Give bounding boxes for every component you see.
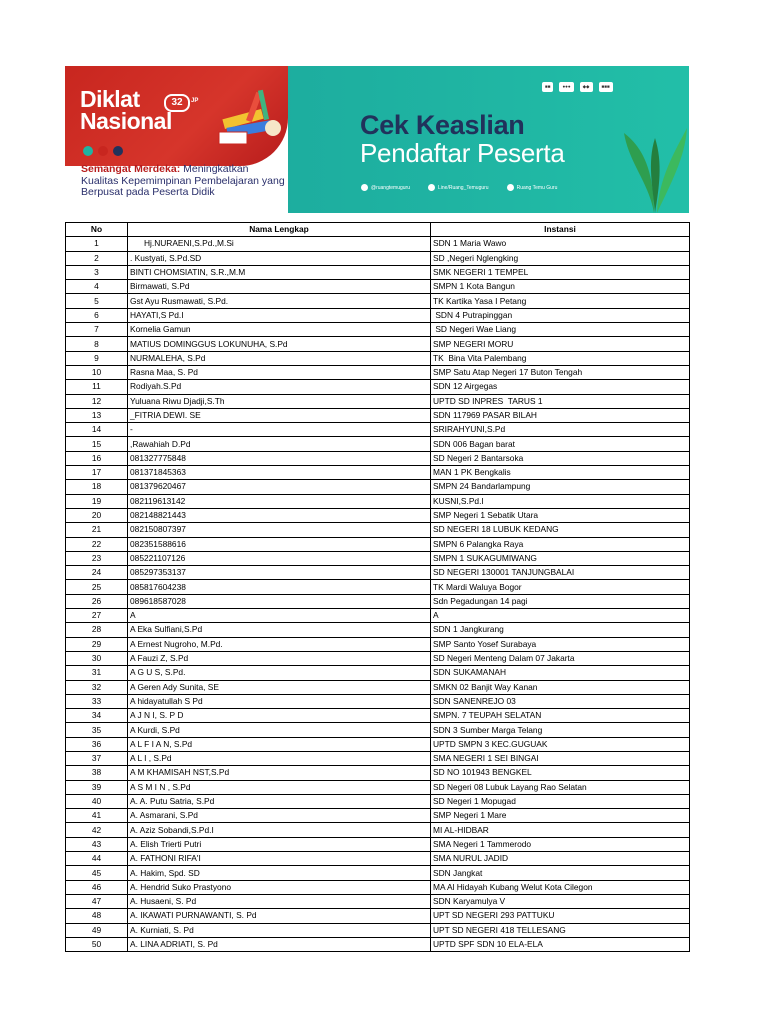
cell-no: 23 [66,551,128,565]
table-row [66,894,690,908]
cell-instansi: MI AL-HIDBAR [431,823,690,837]
cell-instansi: SDN 4 Putrapinggan [431,308,690,322]
cell-nama: A Kurdi, S.Pd [128,723,431,737]
cell-no: 43 [66,837,128,851]
cell-nama: Kornelia Gamun [128,323,431,337]
table-row [66,923,690,937]
table-row [66,523,690,537]
cell-no: 39 [66,780,128,794]
table-row [66,766,690,780]
social-youtube [507,184,558,191]
table-row [66,394,690,408]
table-row [66,623,690,637]
jp-label: JP [191,98,199,104]
cell-nama: Rasna Maa, S. Pd [128,365,431,379]
jp-badge: 32 [164,94,190,112]
cell-instansi: SD Negeri 2 Bantarsoka [431,451,690,465]
cell-instansi: UPTD SPF SDN 10 ELA-ELA [431,937,690,951]
cell-nama: Birmawati, S.Pd [128,280,431,294]
cell-instansi: SDN 3 Sumber Marga Telang [431,723,690,737]
cell-nama: A [128,609,431,623]
cell-nama: 089618587028 [128,594,431,608]
table-row [66,751,690,765]
cell-nama: A. Aziz Sobandi,S.Pd.I [128,823,431,837]
cell-no: 29 [66,637,128,651]
table-row [66,466,690,480]
table-row [66,537,690,551]
table-row [66,494,690,508]
cell-no: 35 [66,723,128,737]
cell-instansi: SD NO 101943 BENGKEL [431,766,690,780]
cell-instansi: UPT SD NEGERI 293 PATTUKU [431,909,690,923]
cell-no: 50 [66,937,128,951]
cell-nama: A Geren Ady Sunita, SE [128,680,431,694]
dot-navy [113,146,123,156]
cell-nama: A. Asmarani, S.Pd [128,809,431,823]
cell-instansi: SMP Santo Yosef Surabaya [431,637,690,651]
plant-illustration-icon [619,103,689,213]
cell-instansi: TK Kartika Yasa I Petang [431,294,690,308]
header-nama: Nama Lengkap [128,223,431,237]
cell-instansi: SMPN 1 SUKAGUMIWANG [431,551,690,565]
cell-no: 16 [66,451,128,465]
page-title-line1: Cek Keaslian [360,110,525,140]
cell-no: 49 [66,923,128,937]
table-row [66,609,690,623]
table-row [66,337,690,351]
diklat-title-line1: Diklat [80,86,140,112]
cell-nama: 081379620467 [128,480,431,494]
cell-no: 32 [66,680,128,694]
cell-nama: Yuluana Riwu Djadji,S.Th [128,394,431,408]
cell-instansi: TK Bina Vita Palembang [431,351,690,365]
cell-no: 1 [66,237,128,251]
cell-no: 27 [66,609,128,623]
cell-no: 18 [66,480,128,494]
logo-1: ■■ [542,82,553,92]
logo-3: ◆◆ [580,82,593,92]
cell-instansi: UPT SD NEGERI 418 TELLESANG [431,923,690,937]
table-row [66,651,690,665]
cell-instansi: SD ,Negeri Nglengking [431,251,690,265]
cell-nama: A. Husaeni, S. Pd [128,894,431,908]
table-row [66,380,690,394]
cell-instansi: SDN 1 Maria Wawo [431,237,690,251]
cell-no: 3 [66,265,128,279]
cell-no: 34 [66,709,128,723]
cell-instansi: SDN Jangkat [431,866,690,880]
cell-nama: A Fauzi Z, S.Pd [128,651,431,665]
cell-no: 37 [66,751,128,765]
cell-nama: ,Rawahiah D.Pd [128,437,431,451]
cell-nama: A hidayatullah S Pd [128,694,431,708]
cell-nama: Rodiyah.S.Pd [128,380,431,394]
cell-no: 42 [66,823,128,837]
cell-no: 6 [66,308,128,322]
cell-no: 45 [66,866,128,880]
tagline-bold: Semangat Merdeka: [81,163,181,175]
table-row [66,594,690,608]
table-row [66,365,690,379]
cell-nama: Gst Ayu Rusmawati, S.Pd. [128,294,431,308]
cell-no: 30 [66,651,128,665]
table-row [66,294,690,308]
diklat-title-line2: Nasional [80,108,172,134]
cell-no: 15 [66,437,128,451]
cell-no: 26 [66,594,128,608]
table-row [66,637,690,651]
cell-instansi: SD Negeri Wae Liang [431,323,690,337]
cell-instansi: SDN 006 Bagan barat [431,437,690,451]
cell-instansi: KUSNI,S.Pd.I [431,494,690,508]
table-row [66,251,690,265]
cell-nama: A S M I N , S.Pd [128,780,431,794]
dot-red [98,146,108,156]
cell-no: 7 [66,323,128,337]
cell-no: 24 [66,566,128,580]
social-line-label: Line/Ruang_Temuguru [438,184,489,191]
table-row [66,780,690,794]
table-row [66,666,690,680]
cell-nama: 085817604238 [128,580,431,594]
tagline [81,164,285,199]
logo-4: ■■■ [599,82,613,92]
cell-no: 47 [66,894,128,908]
cell-instansi: SD Negeri Menteng Dalam 07 Jakarta [431,651,690,665]
table-row [66,909,690,923]
cell-no: 11 [66,380,128,394]
decorative-dots [83,146,123,156]
cell-nama: Hj.NURAENI,S.Pd.,M.Si [128,237,431,251]
table-row [66,566,690,580]
cell-no: 19 [66,494,128,508]
line-icon [428,184,435,191]
cell-instansi: SDN SUKAMANAH [431,666,690,680]
cell-instansi: SDN Karyamulya V [431,894,690,908]
table-row [66,437,690,451]
cell-no: 9 [66,351,128,365]
cell-instansi: SD NEGERI 18 LUBUK KEDANG [431,523,690,537]
table-row [66,508,690,522]
cell-no: 31 [66,666,128,680]
participants-table [65,222,690,952]
youtube-icon [507,184,514,191]
cell-no: 22 [66,537,128,551]
dot-teal [83,146,93,156]
cell-instansi: SDN 1 Jangkurang [431,623,690,637]
cell-nama: . Kustyati, S.Pd.SD [128,251,431,265]
instagram-icon [361,184,368,191]
cell-instansi: SMPN 1 Kota Bangun [431,280,690,294]
cell-nama: A J N I, S. P D [128,709,431,723]
cell-instansi: SMK NEGERI 1 TEMPEL [431,265,690,279]
cell-nama: 082150807397 [128,523,431,537]
cell-no: 14 [66,423,128,437]
table-row [66,351,690,365]
header-no: No [66,223,128,237]
cell-nama: A. Kurniati, S. Pd [128,923,431,937]
table-body [66,237,690,952]
cell-instansi: MAN 1 PK Bengkalis [431,466,690,480]
table-row [66,237,690,251]
cell-nama: - [128,423,431,437]
table-row [66,823,690,837]
cell-no: 13 [66,408,128,422]
cell-nama: A L F I A N, S.Pd [128,737,431,751]
cell-no: 28 [66,623,128,637]
cell-nama: 082148821443 [128,508,431,522]
table-row [66,880,690,894]
header-instansi: Instansi [431,223,690,237]
table-row [66,866,690,880]
cell-no: 20 [66,508,128,522]
cell-instansi: SRIRAHYUNI,S.Pd [431,423,690,437]
cell-no: 21 [66,523,128,537]
cell-nama: A. Elish Trierti Putri [128,837,431,851]
cell-nama: 081371845363 [128,466,431,480]
cell-nama: A. LINA ADRIATI, S. Pd [128,937,431,951]
page-title-line2: Pendaftar Peserta [360,138,565,168]
cell-instansi: SDN 117969 PASAR BILAH [431,408,690,422]
cell-no: 33 [66,694,128,708]
table-row [66,280,690,294]
cell-nama: A Eka Sulfiani,S.Pd [128,623,431,637]
cell-nama: 082351588616 [128,537,431,551]
cell-instansi: SMP Negeri 1 Sebatik Utara [431,508,690,522]
cell-nama: A L I , S.Pd [128,751,431,765]
table-row [66,937,690,951]
cell-instansi: SMKN 02 Banjit Way Kanan [431,680,690,694]
cell-instansi: SD Negeri 1 Mopugad [431,794,690,808]
table-row [66,580,690,594]
cell-instansi: MA Al Hidayah Kubang Welut Kota Cilegon [431,880,690,894]
cell-nama: A. FATHONI RIFA'I [128,852,431,866]
table-row [66,551,690,565]
cell-instansi: SDN 12 Airgegas [431,380,690,394]
cell-no: 36 [66,737,128,751]
cell-no: 5 [66,294,128,308]
cell-no: 8 [66,337,128,351]
cell-nama: NURMALEHA, S.Pd [128,351,431,365]
cell-instansi: SMPN 6 Palangka Raya [431,537,690,551]
cell-no: 40 [66,794,128,808]
cell-nama: A. Hendrid Suko Prastyono [128,880,431,894]
cell-no: 46 [66,880,128,894]
header-banner [65,66,689,213]
table-row [66,723,690,737]
cell-no: 12 [66,394,128,408]
table-row [66,709,690,723]
diklat-title [80,88,172,132]
cell-nama: A. A. Putu Satria, S.Pd [128,794,431,808]
social-youtube-label: Ruang Temu Guru [516,184,558,191]
cell-instansi: SMPN. 7 TEUPAH SELATAN [431,709,690,723]
tagline-rest: Meningkatkan Kualitas Kepemimpinan Pembelajaran yang Berpusat pada Peserta Didik [81,163,285,198]
cell-instansi: Sdn Pegadungan 14 pagi [431,594,690,608]
cell-nama: A G U S, S.Pd. [128,666,431,680]
table-row [66,308,690,322]
table-row [66,680,690,694]
cell-nama: A Ernest Nugroho, M.Pd. [128,637,431,651]
cell-instansi: SDN SANENREJO 03 [431,694,690,708]
cell-no: 17 [66,466,128,480]
cell-instansi: SD NEGERI 130001 TANJUNGBALAI [431,566,690,580]
cell-instansi: SD Negeri 08 Lubuk Layang Rao Selatan [431,780,690,794]
cell-nama: 082119613142 [128,494,431,508]
table-row [66,408,690,422]
cell-instansi: SMP Satu Atap Negeri 17 Buton Tengah [431,365,690,379]
cell-no: 4 [66,280,128,294]
cell-no: 41 [66,809,128,823]
cell-instansi: TK Mardi Waluya Bogor [431,580,690,594]
cell-nama: BINTI CHOMSIATIN, S.R.,M.M [128,265,431,279]
cell-nama: 085297353137 [128,566,431,580]
books-illustration-icon [215,84,285,146]
cell-no: 25 [66,580,128,594]
cell-instansi: SMP Negeri 1 Mare [431,809,690,823]
cell-nama: 081327775848 [128,451,431,465]
cell-nama: A. IKAWATI PURNAWANTI, S. Pd [128,909,431,923]
cell-nama: _FITRIA DEWI. SE [128,408,431,422]
cell-no: 48 [66,909,128,923]
cell-instansi: SMA Negeri 1 Tammerodo [431,837,690,851]
table-row [66,837,690,851]
cell-instansi: A [431,609,690,623]
table-row [66,423,690,437]
table-row [66,794,690,808]
table-row [66,451,690,465]
partner-logos [542,82,613,92]
table-row [66,809,690,823]
cell-nama: A M KHAMISAH NST,S.Pd [128,766,431,780]
cell-no: 38 [66,766,128,780]
social-line [428,184,489,191]
table-row [66,737,690,751]
cell-nama: MATIUS DOMINGGUS LOKUNUHA, S.Pd [128,337,431,351]
table-row [66,694,690,708]
cell-no: 44 [66,852,128,866]
cell-nama: A. Hakim, Spd. SD [128,866,431,880]
social-links [361,184,557,191]
cell-instansi: SMA NURUL JADID [431,852,690,866]
cell-nama: 085221107126 [128,551,431,565]
cell-instansi: SMPN 24 Bandarlampung [431,480,690,494]
page-title [360,111,564,167]
cell-instansi: UPTD SD INPRES TARUS 1 [431,394,690,408]
banner-left-panel [65,66,288,213]
table-row [66,265,690,279]
cell-no: 2 [66,251,128,265]
cell-instansi: SMP NEGERI MORU [431,337,690,351]
table-row [66,852,690,866]
table-header-row [66,223,690,237]
cell-instansi: SMA NEGERI 1 SEI BINGAI [431,751,690,765]
social-instagram-label: @ruangtemuguru [371,184,410,191]
table-row [66,480,690,494]
cell-instansi: UPTD SMPN 3 KEC.GUGUAK [431,737,690,751]
social-instagram [361,184,410,191]
cell-nama: HAYATI,S Pd.I [128,308,431,322]
logo-2: ●●● [559,82,573,92]
table-row [66,323,690,337]
cell-no: 10 [66,365,128,379]
